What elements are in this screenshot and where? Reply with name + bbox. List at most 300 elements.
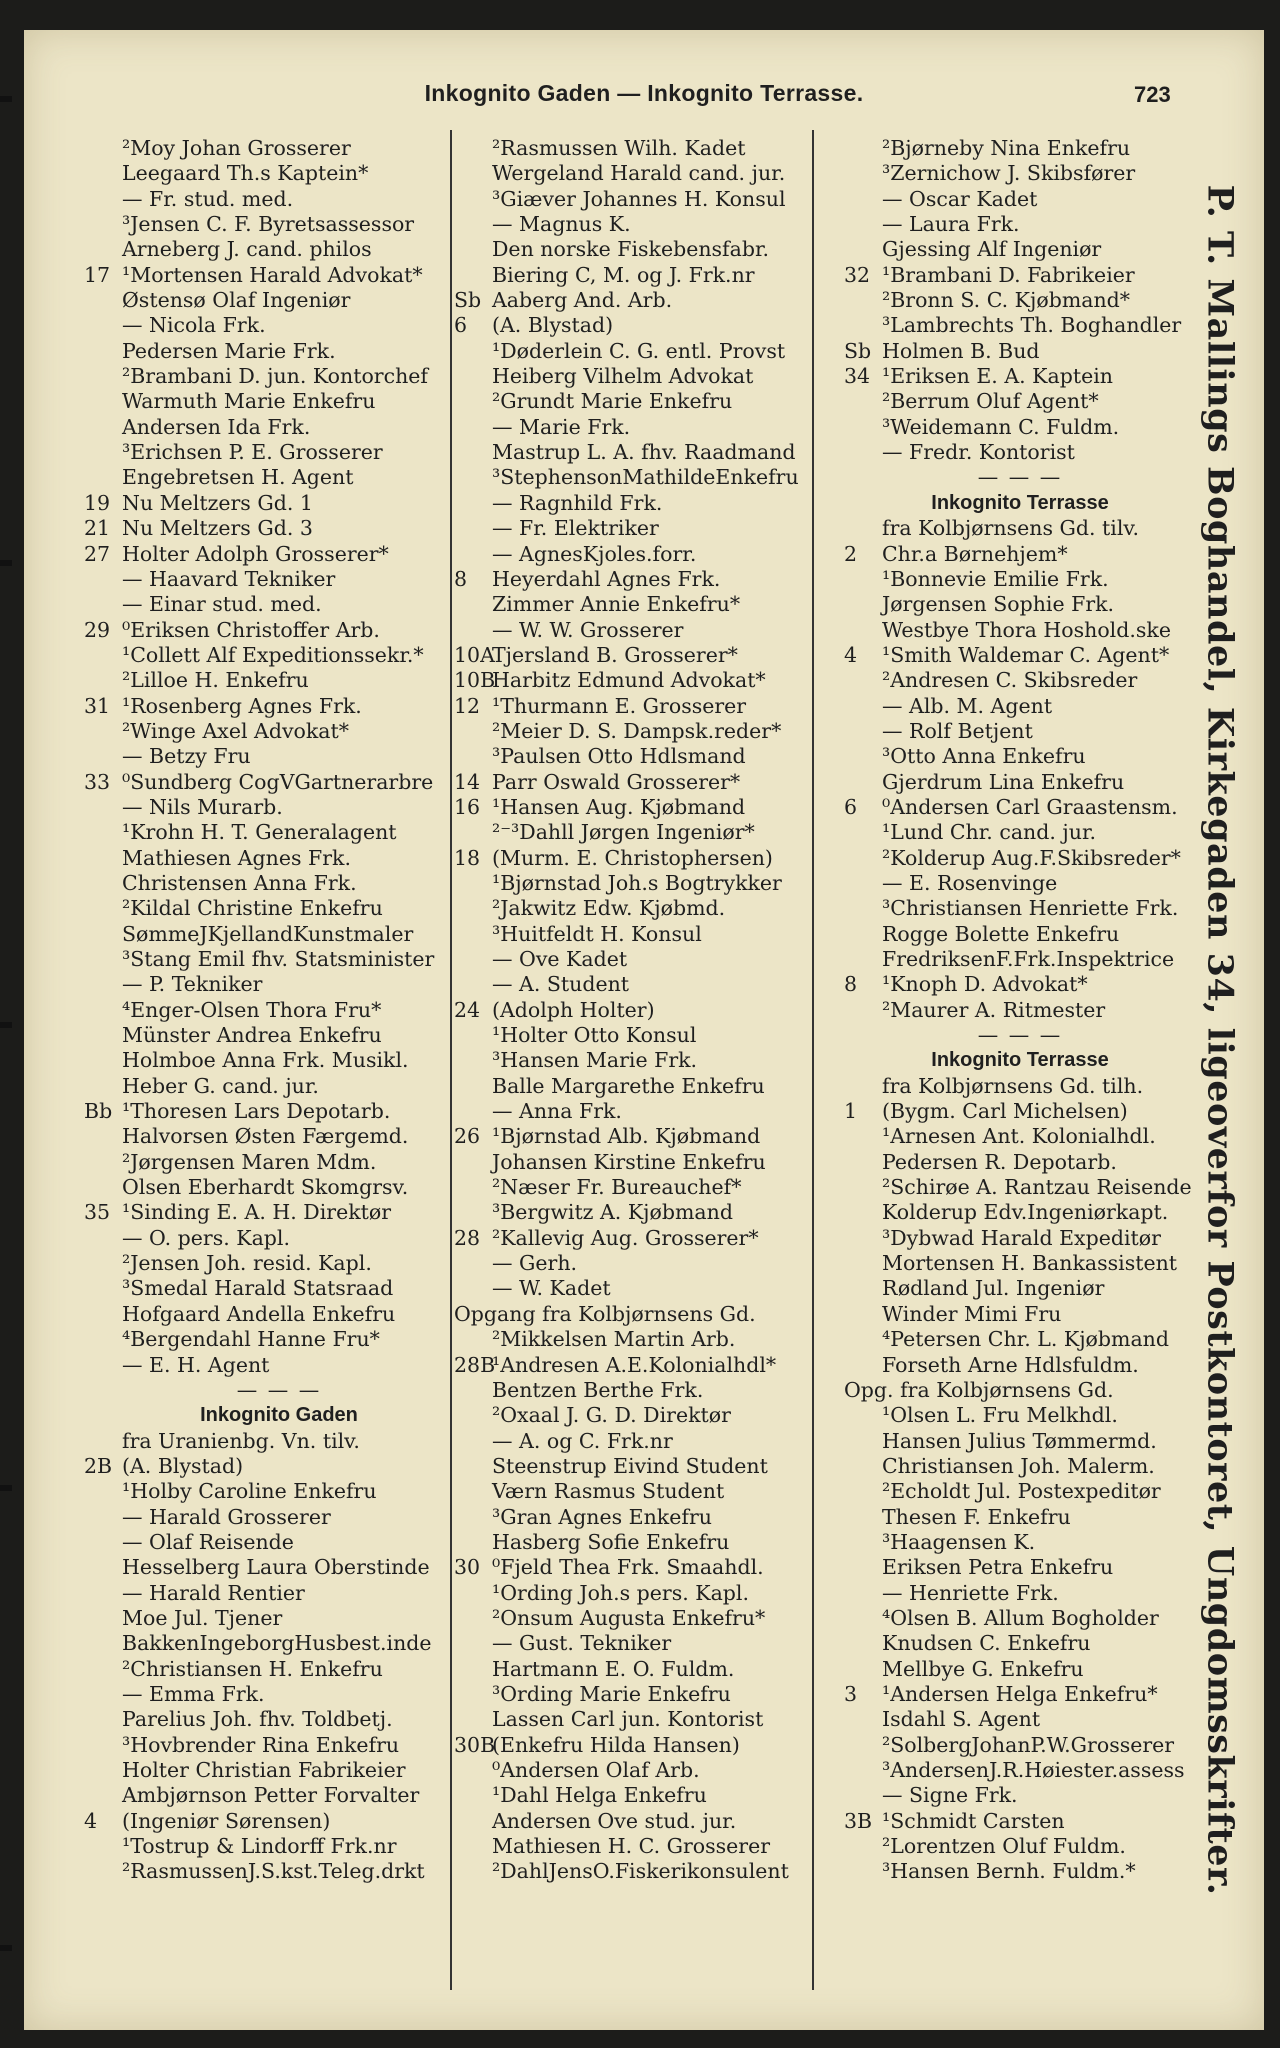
resident-text: ²Andresen C. Skibsreder — [882, 668, 1138, 693]
directory-entry — [84, 389, 474, 414]
resident-text: ³Otto Anna Enkefru — [882, 744, 1086, 769]
directory-entry — [454, 1403, 844, 1428]
directory-entry — [84, 1530, 474, 1555]
directory-entry — [454, 1327, 844, 1352]
directory-entry — [454, 770, 844, 795]
resident-text: — Gerh. — [492, 1251, 578, 1276]
directory-entry — [84, 1606, 474, 1631]
directory-entry — [454, 516, 844, 541]
resident-text: ²Jakwitz Edw. Kjøbmd. — [492, 896, 726, 921]
resident-text: ²Mikkelsen Martin Arb. — [492, 1327, 736, 1352]
resident-text: Chr.a Børnehjem* — [882, 541, 1068, 566]
resident-text: Andersen Ida Frk. — [122, 414, 311, 439]
resident-text: ⁰Fjeld Thea Frk. Smaahdl. — [492, 1555, 764, 1580]
resident-text: Winder Mimi Fru — [882, 1301, 1062, 1326]
resident-text: ³Ording Marie Enkefru — [492, 1681, 731, 1706]
resident-text: ³Hovbrender Rina Enkefru — [122, 1732, 400, 1757]
directory-entry — [844, 1606, 1196, 1631]
directory-entry — [84, 1353, 474, 1378]
resident-text: ³Christiansen Henriette Frk. — [882, 896, 1179, 921]
directory-entry — [454, 440, 844, 465]
house-number: 28B — [454, 1352, 496, 1377]
resident-text: ¹Ording Joh.s pers. Kapl. — [492, 1580, 750, 1605]
directory-entry — [844, 1251, 1196, 1276]
resident-text: ²Schirøe A. Rantzau Reisende — [882, 1175, 1192, 1200]
resident-text: Rogge Bolette Enkefru — [882, 921, 1120, 946]
directory-entry — [84, 972, 474, 997]
resident-text: Tjersland B. Grosserer* — [492, 642, 738, 667]
directory-entry — [84, 465, 474, 490]
directory-entry — [454, 1175, 844, 1200]
resident-text: ³StephensonMathildeEnkefru — [492, 465, 799, 490]
resident-text: ²Næser Fr. Bureauchef* — [492, 1175, 742, 1200]
resident-text: ³Erichsen P. E. Grosserer — [122, 440, 383, 465]
house-number: 16 — [454, 794, 481, 819]
directory-entry — [844, 1429, 1196, 1454]
directory-entry — [844, 871, 1196, 896]
directory-entry — [844, 1631, 1196, 1656]
resident-text: ¹Andresen A.E.Kolonialhdl* — [492, 1352, 777, 1377]
directory-entry — [84, 795, 474, 820]
directory-entry — [454, 1454, 844, 1479]
resident-text: — Olaf Reisende — [122, 1529, 294, 1554]
directory-entry — [454, 1859, 844, 1884]
resident-text: — Rolf Betjent — [882, 718, 1033, 743]
house-number: 12 — [454, 693, 481, 718]
house-number: 21 — [84, 516, 111, 541]
directory-entry — [454, 1353, 844, 1378]
directory-entry — [844, 313, 1196, 338]
house-number: 1 — [844, 1099, 858, 1124]
resident-text: ¹Rosenberg Agnes Frk. — [122, 693, 362, 718]
directory-entry — [454, 542, 844, 567]
directory-entry — [454, 161, 844, 186]
directory-entry — [454, 1226, 844, 1251]
resident-text: Arneberg J. cand. philos — [122, 237, 372, 262]
resident-text: — W. W. Grosserer — [492, 617, 684, 642]
resident-text: — Harald Rentier — [122, 1580, 305, 1605]
directory-entry — [84, 1099, 474, 1124]
directory-entry — [454, 1150, 844, 1175]
directory-entry — [844, 1226, 1196, 1251]
house-number: 30B — [454, 1732, 496, 1757]
resident-text: ²Winge Axel Advokat* — [122, 718, 350, 743]
resident-text: Jørgensen Sophie Frk. — [882, 592, 1115, 617]
resident-text: ³Bergwitz A. Kjøbmand — [492, 1200, 733, 1225]
directory-entry — [84, 542, 474, 567]
directory-entry — [844, 237, 1196, 262]
resident-text: ¹Arnesen Ant. Kolonialhdl. — [882, 1124, 1156, 1149]
resident-text: Engebretsen H. Agent — [122, 465, 354, 490]
resident-text: Christensen Anna Frk. — [122, 870, 357, 895]
house-number: 2 — [844, 541, 858, 566]
section-heading: Inkognito Gaden — [200, 1404, 358, 1427]
resident-text: ¹Krohn H. T. Generalagent — [122, 820, 397, 845]
resident-text: — Nils Murarb. — [122, 794, 283, 819]
resident-text: Harbitz Edmund Advokat* — [492, 668, 766, 693]
resident-text: — Nicola Frk. — [122, 313, 266, 338]
resident-text: ¹Thurmann E. Grosserer — [492, 693, 747, 718]
resident-text: ³Lambrechts Th. Boghandler — [882, 313, 1182, 338]
resident-text: ⁰Sundberg CogVGartnerarbre — [122, 769, 434, 794]
directory-entry — [84, 1150, 474, 1175]
house-number: 34 — [844, 364, 871, 389]
directory-entry — [454, 212, 844, 237]
directory-entry — [844, 1783, 1196, 1808]
house-number: 18 — [454, 845, 481, 870]
resident-text: ¹Andersen Helga Enkefru* — [882, 1681, 1158, 1706]
directory-entry — [454, 643, 844, 668]
resident-text: ²Bronn S. C. Kjøbmand* — [882, 288, 1131, 313]
directory-entry — [84, 567, 474, 592]
directory-entry — [84, 313, 474, 338]
directory-entry — [844, 415, 1196, 440]
directory-entry — [454, 1682, 844, 1707]
directory-entry — [844, 1276, 1196, 1301]
directory-entry — [454, 1733, 844, 1758]
directory-entry — [844, 643, 1196, 668]
resident-text: Østensø Olaf Ingeniør — [122, 288, 351, 313]
resident-text: ¹Knoph D. Advokat* — [882, 972, 1088, 997]
directory-entry — [844, 1834, 1196, 1859]
directory-entry — [84, 237, 474, 262]
resident-text: Münster Andrea Enkefru — [122, 1023, 382, 1048]
house-number: 14 — [454, 769, 481, 794]
directory-entry — [844, 770, 1196, 795]
resident-text: ²Kolderup Aug.F.Skibsreder* — [882, 845, 1181, 870]
resident-text: ²Grundt Marie Enkefru — [492, 389, 733, 414]
directory-entry — [84, 491, 474, 516]
directory-entry — [844, 339, 1196, 364]
resident-text: Steenstrup Eivind Student — [492, 1453, 768, 1478]
directory-entry — [844, 618, 1196, 643]
directory-entry — [844, 542, 1196, 567]
resident-text: Heber G. cand. jur. — [122, 1073, 319, 1098]
directory-entry — [84, 1555, 474, 1580]
directory-entry — [454, 237, 844, 262]
resident-text: ³Paulsen Otto Hdlsmand — [492, 744, 746, 769]
resident-text: Rødland Jul. Ingeniør — [882, 1276, 1105, 1301]
house-number: 8 — [844, 972, 858, 997]
directory-entry — [844, 1530, 1196, 1555]
resident-text: Mathiesen Agnes Frk. — [122, 845, 351, 870]
resident-text: (Murm. E. Christophersen) — [492, 845, 773, 870]
directory-entry — [844, 1859, 1196, 1884]
directory-entry — [454, 1505, 844, 1530]
resident-text: ²Kallevig Aug. Grosserer* — [492, 1225, 759, 1250]
directory-column-2 — [454, 136, 844, 1885]
resident-text: ⁴Enger-Olsen Thora Fru* — [122, 997, 382, 1022]
resident-text: ²RasmussenJ.S.kst.Teleg.drkt — [122, 1859, 425, 1884]
house-number: 28 — [454, 1225, 481, 1250]
directory-entry — [844, 1758, 1196, 1783]
directory-entry — [844, 288, 1196, 313]
resident-text: fra Uranienbg. Vn. tilv. — [122, 1428, 360, 1453]
resident-text: Parr Oswald Grosserer* — [492, 769, 741, 794]
resident-text: ³Hansen Bernh. Fuldm.* — [882, 1859, 1136, 1884]
directory-entry — [844, 795, 1196, 820]
resident-text: Warmuth Marie Enkefru — [122, 389, 376, 414]
resident-text: — E. Rosenvinge — [882, 870, 1058, 895]
directory-entry — [454, 1099, 844, 1124]
resident-text: ²Onsum Augusta Enkefru* — [492, 1605, 766, 1630]
directory-entry — [454, 592, 844, 617]
scan-edge-mark — [0, 560, 12, 566]
resident-text: Christiansen Joh. Malerm. — [882, 1453, 1155, 1478]
directory-entry — [84, 1023, 474, 1048]
directory-entry — [84, 1783, 474, 1808]
resident-text: ¹Thoresen Lars Depotarb. — [122, 1099, 391, 1124]
resident-text: ¹Sinding E. A. H. Direktør — [122, 1200, 392, 1225]
resident-text: Knudsen C. Enkefru — [882, 1631, 1091, 1656]
resident-text: Biering C, M. og J. Frk.nr — [492, 262, 755, 287]
directory-entry — [844, 1581, 1196, 1606]
resident-text: Isdahl S. Agent — [882, 1707, 1041, 1732]
directory-entry — [844, 1707, 1196, 1732]
directory-entry — [454, 567, 844, 592]
resident-text: Lassen Carl jun. Kontorist — [492, 1707, 764, 1732]
directory-entry — [84, 136, 474, 161]
resident-text: Eriksen Petra Enkefru — [882, 1555, 1114, 1580]
directory-entry — [84, 1175, 474, 1200]
directory-entry — [454, 618, 844, 643]
resident-text: — Signe Frk. — [882, 1783, 1018, 1808]
directory-entry — [844, 1682, 1196, 1707]
directory-entry — [84, 922, 474, 947]
resident-text: Mathiesen H. C. Grosserer — [492, 1834, 771, 1859]
resident-text: — Haavard Tekniker — [122, 566, 336, 591]
directory-entry — [844, 947, 1196, 972]
scan-edge-mark — [0, 1945, 12, 1951]
resident-text: Parelius Joh. fhv. Toldbetj. — [122, 1707, 393, 1732]
column-divider — [450, 130, 452, 1990]
directory-entry — [454, 947, 844, 972]
house-number: 6 — [454, 313, 468, 338]
directory-entry — [454, 1479, 844, 1504]
directory-entry — [84, 263, 474, 288]
directory-entry — [454, 313, 844, 338]
directory-entry — [454, 339, 844, 364]
directory-entry — [454, 972, 844, 997]
directory-entry — [844, 567, 1196, 592]
directory-entry — [84, 1454, 474, 1479]
resident-text: — Betzy Fru — [122, 744, 251, 769]
resident-text: Forseth Arne Hdlsfuldm. — [882, 1352, 1139, 1377]
house-number: 6 — [844, 794, 858, 819]
directory-entry — [84, 820, 474, 845]
directory-entry — [84, 288, 474, 313]
directory-entry — [454, 1200, 844, 1225]
resident-text: ²Maurer A. Ritmester — [882, 997, 1106, 1022]
resident-text: (Ingeniør Sørensen) — [122, 1808, 331, 1833]
directory-column-3 — [844, 136, 1196, 1885]
directory-entry — [84, 618, 474, 643]
directory-entry — [454, 1834, 844, 1859]
house-number: Sb — [844, 338, 872, 363]
resident-text: ¹Holter Otto Konsul — [492, 1023, 697, 1048]
directory-entry — [454, 389, 844, 414]
directory-entry — [454, 1251, 844, 1276]
directory-entry — [454, 415, 844, 440]
resident-text: Nu Meltzers Gd. 3 — [122, 516, 313, 541]
directory-entry — [84, 1733, 474, 1758]
directory-entry — [454, 1276, 844, 1301]
resident-text: Hesselberg Laura Oberstinde — [122, 1555, 430, 1580]
directory-entry — [84, 1479, 474, 1504]
resident-text: ⁴Petersen Chr. L. Kjøbmand — [882, 1327, 1169, 1352]
directory-entry — [84, 187, 474, 212]
directory-entry — [84, 1834, 474, 1859]
resident-text: SømmeJKjellandKunstmaler — [122, 921, 414, 946]
resident-text: ¹Collett Alf Expeditionssekr.* — [122, 642, 424, 667]
directory-entry — [84, 1859, 474, 1884]
directory-entry — [84, 364, 474, 389]
resident-text: ¹Smith Waldemar C. Agent* — [882, 642, 1170, 667]
resident-text: — A. og C. Frk.nr — [492, 1428, 673, 1453]
resident-text: (A. Blystad) — [122, 1453, 244, 1478]
resident-text: ³AndersenJ.R.Høiester.assess — [882, 1758, 1185, 1782]
resident-text: Thesen F. Enkefru — [882, 1504, 1071, 1529]
directory-entry — [844, 1809, 1196, 1834]
directory-entry — [844, 1175, 1196, 1200]
directory-entry — [84, 770, 474, 795]
house-number: 26 — [454, 1124, 481, 1149]
directory-entry — [454, 364, 844, 389]
directory-entry — [454, 1530, 844, 1555]
resident-text: — E. H. Agent — [122, 1352, 270, 1377]
directory-note: Opg. fra Kolbjørnsens Gd. — [844, 1377, 1114, 1402]
directory-entry — [844, 1733, 1196, 1758]
directory-entry — [454, 187, 844, 212]
advertisement-text: P. T. Mallings Boghandel, Kirkegaden 34, ligeoverfor Postkontoret, Ungdomsskrifter. — [1199, 184, 1241, 1896]
resident-text: Hofgaard Andella Enkefru — [122, 1301, 396, 1326]
resident-text: — Laura Frk. — [882, 212, 1020, 237]
section-separator: — — — — [977, 465, 1063, 490]
directory-entry — [844, 440, 1196, 465]
resident-text: (Bygm. Carl Michelsen) — [882, 1099, 1128, 1124]
resident-text: Wergeland Harald cand. jur. — [492, 161, 786, 186]
resident-text: ¹Bonnevie Emilie Frk. — [882, 566, 1109, 591]
directory-note: Opgang fra Kolbjørnsens Gd. — [454, 1301, 756, 1326]
resident-text: (Enkefru Hilda Hansen) — [492, 1732, 740, 1757]
directory-entry — [844, 1074, 1196, 1099]
resident-text: Pedersen R. Depotarb. — [882, 1149, 1117, 1174]
house-number: 10A — [454, 642, 495, 667]
house-number: 35 — [84, 1200, 111, 1225]
directory-entry — [844, 1124, 1196, 1149]
house-number: 27 — [84, 541, 111, 566]
house-number: 17 — [84, 262, 111, 287]
resident-text: Johansen Kirstine Enkefru — [492, 1149, 766, 1174]
directory-entry — [844, 364, 1196, 389]
directory-entry — [84, 1429, 474, 1454]
resident-text: ⁴Bergendahl Hanne Fru* — [122, 1327, 380, 1352]
directory-entry — [454, 846, 844, 871]
directory-entry — [84, 1048, 474, 1073]
resident-text: ²Bjørneby Nina Enkefru — [882, 136, 1131, 160]
resident-text: ²Meier D. S. Dampsk.reder* — [492, 718, 782, 743]
resident-text: Hasberg Sofie Enkefru — [492, 1529, 730, 1554]
resident-text: Kolderup Edv.Ingeniørkapt. — [882, 1200, 1169, 1225]
directory-entry — [454, 668, 844, 693]
resident-text: ³Stang Emil fhv. Statsminister — [122, 947, 435, 971]
directory-entry — [454, 1657, 844, 1682]
directory-entry — [844, 1099, 1196, 1124]
directory-entry — [844, 1555, 1196, 1580]
resident-text: ²Berrum Oluf Agent* — [882, 389, 1099, 414]
section-heading: Inkognito Terrasse — [931, 1049, 1109, 1072]
directory-entry — [84, 1327, 474, 1352]
directory-entry — [84, 1707, 474, 1732]
resident-text: ²Lorentzen Oluf Fuldm. — [882, 1834, 1126, 1859]
directory-entry — [844, 1200, 1196, 1225]
section-heading: Inkognito Terrasse — [931, 491, 1109, 514]
directory-entry — [84, 744, 474, 769]
resident-text: ¹Schmidt Carsten — [882, 1808, 1065, 1833]
resident-text: ³Smedal Harald Statsraad — [122, 1276, 394, 1301]
directory-entry — [84, 592, 474, 617]
directory-entry — [454, 1809, 844, 1834]
directory-entry — [84, 1226, 474, 1251]
house-number: 4 — [84, 1808, 98, 1833]
house-number: 4 — [844, 642, 858, 667]
resident-text: — Ragnhild Frk. — [492, 490, 663, 515]
directory-entry — [84, 161, 474, 186]
directory-entry — [454, 922, 844, 947]
resident-text: — AgnesKjoles.forr. — [492, 541, 697, 566]
resident-text: Hansen Julius Tømmermd. — [882, 1428, 1157, 1453]
resident-text: ²Jørgensen Maren Mdm. — [122, 1149, 377, 1174]
house-number: 32 — [844, 262, 871, 287]
directory-entry — [454, 1555, 844, 1580]
resident-text: ²⁻³Dahll Jørgen Ingeniør* — [492, 820, 755, 845]
directory-entry — [844, 922, 1196, 947]
resident-text: ³Huitfeldt H. Konsul — [492, 921, 702, 946]
directory-entry — [844, 1657, 1196, 1682]
directory-entry — [844, 1403, 1196, 1428]
resident-text: ²Kildal Christine Enkefru — [122, 896, 383, 921]
resident-text: ²Brambani D. jun. Kontorchef — [122, 364, 428, 389]
page-number: 723 — [1134, 82, 1171, 107]
resident-text: — P. Tekniker — [122, 972, 263, 997]
house-number: 30 — [454, 1555, 481, 1580]
directory-entry — [84, 1657, 474, 1682]
resident-text: fra Kolbjørnsens Gd. tilv. — [882, 516, 1140, 541]
resident-text: ³Dybwad Harald Expeditør — [882, 1225, 1161, 1250]
directory-entry — [454, 1429, 844, 1454]
resident-text: ⁰Andersen Olaf Arb. — [492, 1758, 700, 1782]
directory-entry — [84, 643, 474, 668]
scan-edge-mark — [0, 1022, 12, 1028]
directory-entry — [84, 871, 474, 896]
house-number: 33 — [84, 769, 111, 794]
directory-entry — [84, 998, 474, 1023]
resident-text: — Fredr. Kontorist — [882, 440, 1075, 465]
directory-entry — [454, 1758, 844, 1783]
resident-text: Mastrup L. A. fhv. Raadmand — [492, 440, 796, 465]
resident-text: — Harald Grosserer — [122, 1504, 331, 1529]
resident-text: — Ove Kadet — [492, 947, 628, 971]
resident-text: Mortensen H. Bankassistent — [882, 1251, 1178, 1276]
house-number: Sb — [454, 288, 482, 313]
house-number: 8 — [454, 566, 468, 591]
resident-text: BakkenIngeborgHusbest.inde — [122, 1631, 432, 1656]
directory-entry — [84, 516, 474, 541]
directory-entry — [454, 820, 844, 845]
directory-entry — [84, 1631, 474, 1656]
directory-entry — [84, 339, 474, 364]
directory-entry — [454, 1581, 844, 1606]
